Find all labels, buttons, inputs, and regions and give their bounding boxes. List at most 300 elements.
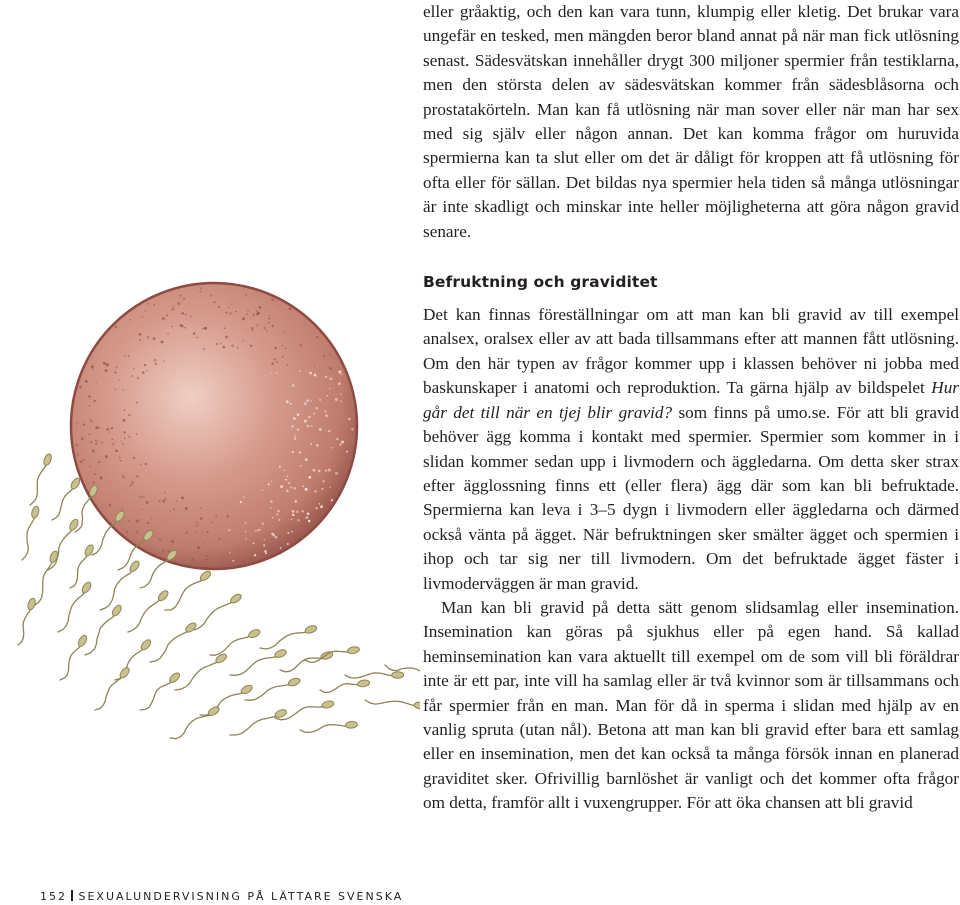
egg-texture-dot (263, 544, 265, 546)
egg-texture-dot (245, 531, 247, 533)
egg-texture-dot (341, 441, 344, 444)
paragraph-fertilization-part1: Det kan finnas föreställningar om att man kan bli gravid av till exempel analsex, oralsex eller av att bada tillsammans efter att mannen fått utlösning. Om den här typen av frågor kommer upp i klassen behöver ni jobba med baskunskaper i anatomi och reproduktion. Ta gärna hjälp av bildspelet (423, 305, 959, 398)
egg-texture-dot (240, 501, 242, 503)
egg-texture-dot (279, 466, 281, 468)
egg-texture-dot (136, 402, 138, 404)
illustration-svg (0, 270, 420, 750)
egg-texture-dot (266, 330, 267, 331)
sperm-tail (128, 599, 161, 632)
egg-texture-dot (124, 409, 126, 411)
sperm-head (139, 638, 152, 651)
egg-texture-dot (246, 314, 248, 316)
sperm-head (128, 560, 141, 574)
egg-texture-dot (131, 481, 133, 483)
egg-texture-dot (181, 497, 184, 500)
egg-texture-dot (185, 314, 187, 316)
egg-texture-dot (142, 371, 145, 374)
egg-texture-dot (82, 459, 84, 461)
egg-texture-dot (79, 386, 81, 388)
egg-texture-dot (294, 435, 296, 437)
egg-texture-dot (90, 441, 92, 443)
egg-texture-dot (114, 389, 116, 391)
egg-texture-dot (147, 303, 149, 305)
egg-texture-dot (163, 361, 165, 363)
sperm-head (31, 506, 41, 519)
sperm-head (77, 634, 89, 648)
egg-texture-dot (91, 420, 93, 422)
egg-texture-dot (116, 366, 118, 368)
egg-texture-dot (310, 400, 311, 401)
egg-texture-dot (302, 485, 304, 487)
egg-texture-dot (270, 372, 272, 374)
egg-texture-dot (205, 555, 207, 557)
egg-texture-dot (272, 517, 273, 518)
egg-texture-dot (335, 398, 338, 401)
egg-texture-dot (226, 312, 228, 314)
sperm-head (84, 544, 95, 558)
egg-texture-dot (231, 344, 234, 347)
egg-texture-dot (89, 465, 91, 467)
egg-texture-dot (195, 521, 197, 523)
egg-texture-dot (284, 470, 286, 472)
egg-texture-dot (146, 501, 149, 504)
page-footer (40, 890, 403, 903)
egg-texture-dot (216, 343, 218, 345)
sperm-head (207, 705, 221, 717)
egg-texture-dot (265, 552, 267, 554)
egg-texture-dot (124, 438, 125, 439)
egg-texture-dot (204, 543, 206, 545)
sperm-tail (115, 649, 144, 680)
egg-texture-dot (211, 522, 213, 524)
sperm-head (357, 679, 370, 687)
egg-texture-dot (276, 372, 278, 374)
egg-texture-dot (335, 472, 338, 475)
egg-texture-dot (210, 294, 212, 296)
sperm-head (274, 708, 288, 719)
egg-texture-dot (292, 514, 294, 516)
sperm-tail (230, 656, 277, 675)
egg-texture-dot (257, 529, 259, 531)
egg-texture-dot (94, 473, 96, 475)
egg-texture-dot (155, 363, 157, 365)
sperm-tail (260, 632, 308, 649)
egg-texture-dot (112, 443, 114, 445)
egg-texture-dot (275, 536, 277, 538)
sperm-tail (280, 658, 323, 672)
egg-texture-dot (182, 312, 184, 314)
egg-texture-dot (199, 291, 200, 292)
egg-texture-dot (290, 486, 292, 488)
egg-texture-dot (122, 443, 124, 445)
egg-texture-dot (288, 482, 291, 485)
egg-texture-dot (250, 345, 252, 347)
egg-texture-dot (112, 439, 114, 441)
sperm-head (49, 550, 59, 564)
egg-texture-dot (229, 552, 231, 554)
egg-texture-dot (268, 318, 270, 320)
egg-texture-dot (202, 328, 204, 330)
egg-texture-dot (325, 470, 327, 472)
slideshow-title: Hur går det till när en tjej blir gravid? (423, 378, 959, 422)
egg-texture-dot (232, 560, 234, 562)
egg-texture-dot (336, 438, 338, 440)
egg-texture-dot (167, 333, 169, 335)
sperm-tail (22, 516, 35, 560)
egg-texture-dot (119, 457, 121, 459)
egg-texture-dot (299, 370, 301, 372)
sperm-tail (190, 602, 233, 630)
egg-texture-dot (271, 533, 274, 536)
egg-texture-dot (184, 327, 186, 329)
egg-texture-dot (310, 443, 312, 445)
egg-texture-dot (173, 508, 175, 510)
egg-texture-dot (213, 301, 215, 303)
egg-texture-dot (348, 418, 350, 420)
egg-texture-dot (105, 455, 108, 458)
egg-texture-dot (153, 304, 155, 306)
egg-texture-dot (268, 483, 270, 485)
egg-texture-dot (123, 419, 126, 422)
egg-texture-dot (313, 413, 315, 415)
egg-texture-dot (324, 410, 326, 412)
egg-texture-dot (124, 355, 126, 357)
sperm-tail (365, 700, 416, 706)
egg-texture-dot (120, 440, 121, 441)
egg-texture-dot (314, 490, 317, 493)
egg-texture-dot (309, 372, 312, 375)
sperm-head (80, 581, 92, 595)
egg-texture-dot (256, 310, 258, 312)
egg-texture-dot (242, 340, 244, 342)
egg-texture-dot (302, 510, 304, 512)
egg-texture-dot (264, 550, 267, 553)
egg-texture-dot (95, 440, 98, 443)
egg-texture-dot (92, 450, 95, 453)
egg-texture-dot (225, 336, 228, 339)
egg-texture-dot (141, 316, 143, 318)
book-title: SEXUALUNDERVISNING PÅ LÄTTARE SVENSKA (78, 890, 404, 903)
egg-texture-dot (207, 531, 209, 533)
egg-texture-dot (293, 417, 296, 420)
paragraph-intro: eller gråaktig, och den kan vara tunn, klumpig eller kletig. Det brukar vara ungefär en tesked, men mängden beror bland annat på när man fick utlösning senast. Sädesvätskan innehåller drygt 300 miljoner spermier från testiklarna, men den största delen av sädesvätskan kommer från sädesblåsorna och prostatakörteln. Man kan få utlösning när man sover eller när man har sex med sig själv eller någon annan. Det kan komma frågor om huruvida spermierna kan ta slut eller om det är dåligt för kroppen att få utlösning för ofta eller för sällan. Det bildas nya spermier hela tiden så många utlösningar är inte skadligt och minskar inte heller möjligheterna att göra någon gravid senare. (423, 2, 959, 241)
egg-texture-dot (136, 434, 138, 436)
egg-texture-dot (308, 476, 311, 479)
egg-texture-dot (256, 324, 258, 326)
egg-texture-dot (274, 347, 277, 350)
egg-texture-dot (295, 500, 297, 502)
egg-texture-dot (264, 539, 265, 540)
sperm-head (287, 677, 301, 687)
egg-texture-dot (306, 399, 309, 402)
egg-texture-dot (285, 479, 287, 481)
egg-texture-dot (128, 355, 130, 357)
egg-texture-dot (146, 370, 148, 372)
egg-texture-dot (340, 370, 342, 372)
egg-texture-dot (85, 380, 88, 383)
egg-texture-dot (262, 489, 264, 491)
egg-texture-dot (173, 305, 175, 307)
egg-texture-dot (215, 516, 217, 518)
egg-and-sperm-illustration (0, 270, 420, 750)
egg-texture-dot (308, 520, 311, 523)
egg-texture-dot (270, 507, 271, 508)
egg-texture-dot (293, 487, 296, 490)
egg-texture-dot (223, 346, 226, 349)
sperm-head (168, 671, 181, 684)
egg-texture-dot (98, 461, 100, 463)
egg-texture-dot (229, 312, 232, 315)
egg-texture-dot (294, 438, 296, 440)
egg-texture-dot (95, 443, 97, 445)
egg-texture-dot (245, 293, 247, 295)
egg-texture-dot (296, 510, 299, 513)
egg-texture-dot (196, 337, 198, 339)
sperm-tail (230, 716, 278, 735)
egg-texture-dot (154, 359, 157, 362)
egg-texture-dot (280, 485, 283, 488)
egg-texture-dot (92, 368, 93, 369)
sperm-head (42, 453, 52, 467)
egg-texture-dot (305, 458, 308, 461)
egg-texture-dot (287, 532, 289, 534)
egg-texture-dot (220, 342, 222, 344)
egg-texture-dot (196, 525, 198, 527)
egg-texture-dot (93, 481, 95, 483)
sperm-head (240, 684, 254, 696)
egg-texture-dot (190, 316, 192, 318)
egg-texture-dot (203, 560, 205, 562)
egg-texture-dot (151, 517, 153, 519)
egg-texture-dot (98, 427, 100, 429)
egg-texture-dot (323, 354, 325, 356)
egg-texture-dot (106, 363, 109, 366)
egg-texture-dot (286, 364, 288, 366)
egg-texture-dot (120, 460, 122, 462)
egg-texture-dot (292, 384, 295, 387)
egg-texture-dot (197, 522, 199, 524)
egg-texture-dot (93, 400, 95, 402)
egg-texture-dot (316, 507, 318, 509)
egg-texture-dot (128, 436, 130, 438)
egg-texture-dot (341, 374, 343, 376)
egg-texture-dot (251, 330, 253, 332)
egg-texture-dot (297, 519, 299, 521)
egg-texture-dot (304, 420, 307, 423)
egg-texture-dot (228, 529, 230, 531)
egg-texture-dot (194, 561, 196, 563)
egg-texture-dot (161, 340, 164, 343)
egg-texture-dot (159, 538, 161, 540)
sperm-tail (100, 570, 133, 610)
sperm-tail (52, 487, 74, 520)
egg-texture-dot (243, 496, 244, 497)
egg-texture-dot (193, 332, 195, 334)
egg-texture-dot (286, 490, 288, 492)
egg-texture-dot (111, 427, 113, 429)
egg-texture-dot (299, 344, 301, 346)
egg-texture-dot (320, 505, 323, 508)
egg-texture-dot (115, 326, 118, 329)
sperm-head (321, 700, 334, 709)
egg-texture-dot (105, 369, 108, 372)
egg-texture-dot (221, 561, 223, 563)
sperm-tail (150, 631, 189, 662)
egg-texture-dot (136, 531, 139, 534)
egg-texture-dot (274, 358, 276, 360)
egg-texture-dot (199, 507, 201, 509)
sperm-head (345, 721, 358, 729)
egg-texture-dot (124, 431, 126, 433)
sperm-head (111, 604, 123, 618)
egg-texture-dot (166, 314, 168, 316)
paragraph-insemination: Man kan bli gravid på detta sätt genom slidsamlag eller insemination. Insemination kan göras på sjukhus eller på egen hand. Så kallad heminsemination kan vara aktuellt till exempel om de som vill bli föräldrar inte är ett par, inte vill ha samlag eller är två kvinnor som är tillsammans och får spermier från en man. Man för då in sperma i slidan med hjälp av en vanlig spruta (utan nål). Betona att man kan bli gravid efter bara ett samlag eller en insemination, men det kan också ta många försök innan en planerad graviditet sker. Ofrivillig barnlöshet är vanligt och det kommer ofta frågor om detta, framför allt i vuxengrupper. För att öka chansen att bli gravid (423, 597, 959, 813)
egg-texture-dot (218, 538, 220, 540)
egg-texture-dot (291, 518, 293, 520)
egg-cell (71, 283, 357, 569)
egg-texture-dot (322, 480, 324, 482)
egg-texture-dot (122, 389, 124, 391)
egg-texture-dot (308, 415, 311, 418)
egg-texture-dot (325, 415, 327, 417)
egg-texture-dot (287, 475, 289, 477)
sperm-tail (75, 495, 93, 532)
egg-texture-dot (186, 532, 188, 534)
sperm-tail (70, 554, 88, 588)
egg-texture-dot (262, 522, 264, 524)
egg-texture-dot (272, 325, 274, 327)
egg-texture-dot (137, 377, 139, 379)
sperm-head (69, 477, 81, 491)
egg-texture-dot (255, 530, 257, 532)
egg-texture-dot (276, 362, 278, 364)
egg-texture-dot (126, 531, 128, 533)
egg-texture-dot (259, 529, 261, 531)
egg-texture-dot (306, 516, 309, 519)
egg-texture-dot (340, 401, 341, 402)
egg-texture-dot (89, 419, 91, 421)
egg-texture-dot (271, 362, 273, 364)
sperm-tail (300, 725, 348, 733)
egg-texture-dot (145, 463, 147, 465)
egg-texture-dot (100, 476, 102, 478)
egg-texture-dot (139, 333, 142, 336)
egg-texture-dot (162, 500, 165, 503)
egg-texture-dot (281, 356, 283, 358)
egg-texture-dot (271, 481, 273, 483)
egg-texture-dot (268, 315, 269, 316)
egg-texture-dot (304, 402, 307, 405)
egg-texture-dot (172, 308, 175, 311)
egg-texture-dot (263, 327, 266, 330)
egg-texture-dot (346, 451, 348, 453)
egg-texture-dot (313, 469, 316, 472)
egg-texture-dot (185, 507, 188, 510)
egg-texture-dot (254, 554, 256, 556)
egg-texture-dot (316, 444, 319, 447)
egg-texture-dot (319, 399, 321, 401)
egg-texture-dot (130, 485, 132, 487)
egg-texture-dot (297, 429, 299, 431)
egg-texture-dot (285, 347, 287, 349)
egg-texture-dot (162, 317, 165, 320)
egg-texture-dot (322, 488, 324, 490)
sperm-tail (200, 693, 244, 716)
egg-texture-dot (180, 294, 182, 296)
egg-texture-dot (326, 395, 328, 397)
egg-texture-dot (222, 556, 224, 558)
egg-texture-dot (136, 520, 139, 523)
egg-texture-dot (140, 496, 142, 498)
egg-texture-dot (133, 457, 135, 459)
egg-texture-dot (268, 322, 270, 324)
egg-texture-dot (331, 447, 333, 449)
egg-texture-dot (329, 367, 332, 370)
egg-texture-dot (109, 432, 111, 434)
egg-texture-dot (329, 354, 331, 356)
egg-texture-dot (259, 306, 262, 309)
egg-texture-dot (311, 425, 313, 427)
egg-texture-dot (200, 517, 202, 519)
egg-texture-dot (338, 383, 340, 385)
egg-texture-dot (231, 303, 233, 305)
egg-texture-dot (158, 500, 160, 502)
egg-texture-dot (318, 503, 320, 505)
egg-texture-dot (109, 504, 112, 507)
egg-texture-dot (89, 405, 91, 407)
egg-texture-dot (226, 515, 229, 518)
sperm-head (347, 646, 360, 655)
egg-texture-dot (244, 522, 246, 524)
egg-texture-dot (314, 366, 315, 367)
sperm-head (414, 702, 420, 710)
egg-texture-dot (176, 500, 178, 502)
sperm-head (247, 628, 261, 639)
sperm-head (229, 592, 243, 604)
egg-texture-dot (319, 428, 322, 431)
egg-texture-dot (316, 407, 318, 409)
egg-texture-dot (191, 558, 193, 560)
sperm-head (274, 648, 288, 659)
egg-texture-dot (287, 543, 289, 545)
section-heading: Befruktning och graviditet (423, 273, 658, 292)
egg-texture-dot (325, 376, 327, 378)
egg-texture-dot (76, 454, 78, 456)
egg-texture-dot (307, 425, 310, 428)
egg-texture-dot (80, 460, 83, 463)
egg-texture-dot (101, 441, 103, 443)
egg-texture-dot (144, 364, 146, 366)
egg-texture-dot (271, 299, 274, 302)
egg-texture-dot (242, 318, 245, 321)
egg-texture-dot (76, 422, 78, 424)
egg-texture-dot (340, 393, 342, 395)
egg-texture-dot (147, 522, 149, 524)
sperm-tail (35, 561, 53, 605)
egg-texture-dot (197, 546, 200, 549)
egg-texture-dot (301, 345, 302, 346)
egg-texture-dot (95, 381, 97, 383)
egg-texture-dot (235, 311, 237, 313)
egg-texture-dot (114, 371, 116, 373)
egg-texture-dot (284, 331, 286, 333)
egg-texture-dot (147, 336, 150, 339)
paragraph-fertilization-part2: som finns på umo.se. För att bli gravid behöver ägg komma i kontakt med spermier. Spermier som kommer in i slidan kommer sedan upp i livmodern och äggledarna. Om detta sker strax efter ägglossning finns ett (eller flera) ägg där som kan bli befruktade. Spermierna kan leva i 3–5 dygn i livmodern eller äggledarna och därmed också vänta på ägget. När befruktningen sker smälter ägget och spermien i ihop och tar sig ner till livmodern. Om det befruktade ägget fäster i livmoderväggen är man gravid. (423, 402, 959, 593)
egg-texture-dot (330, 378, 333, 381)
egg-texture-dot (114, 441, 116, 443)
egg-texture-dot (180, 324, 182, 326)
egg-texture-dot (162, 549, 165, 552)
